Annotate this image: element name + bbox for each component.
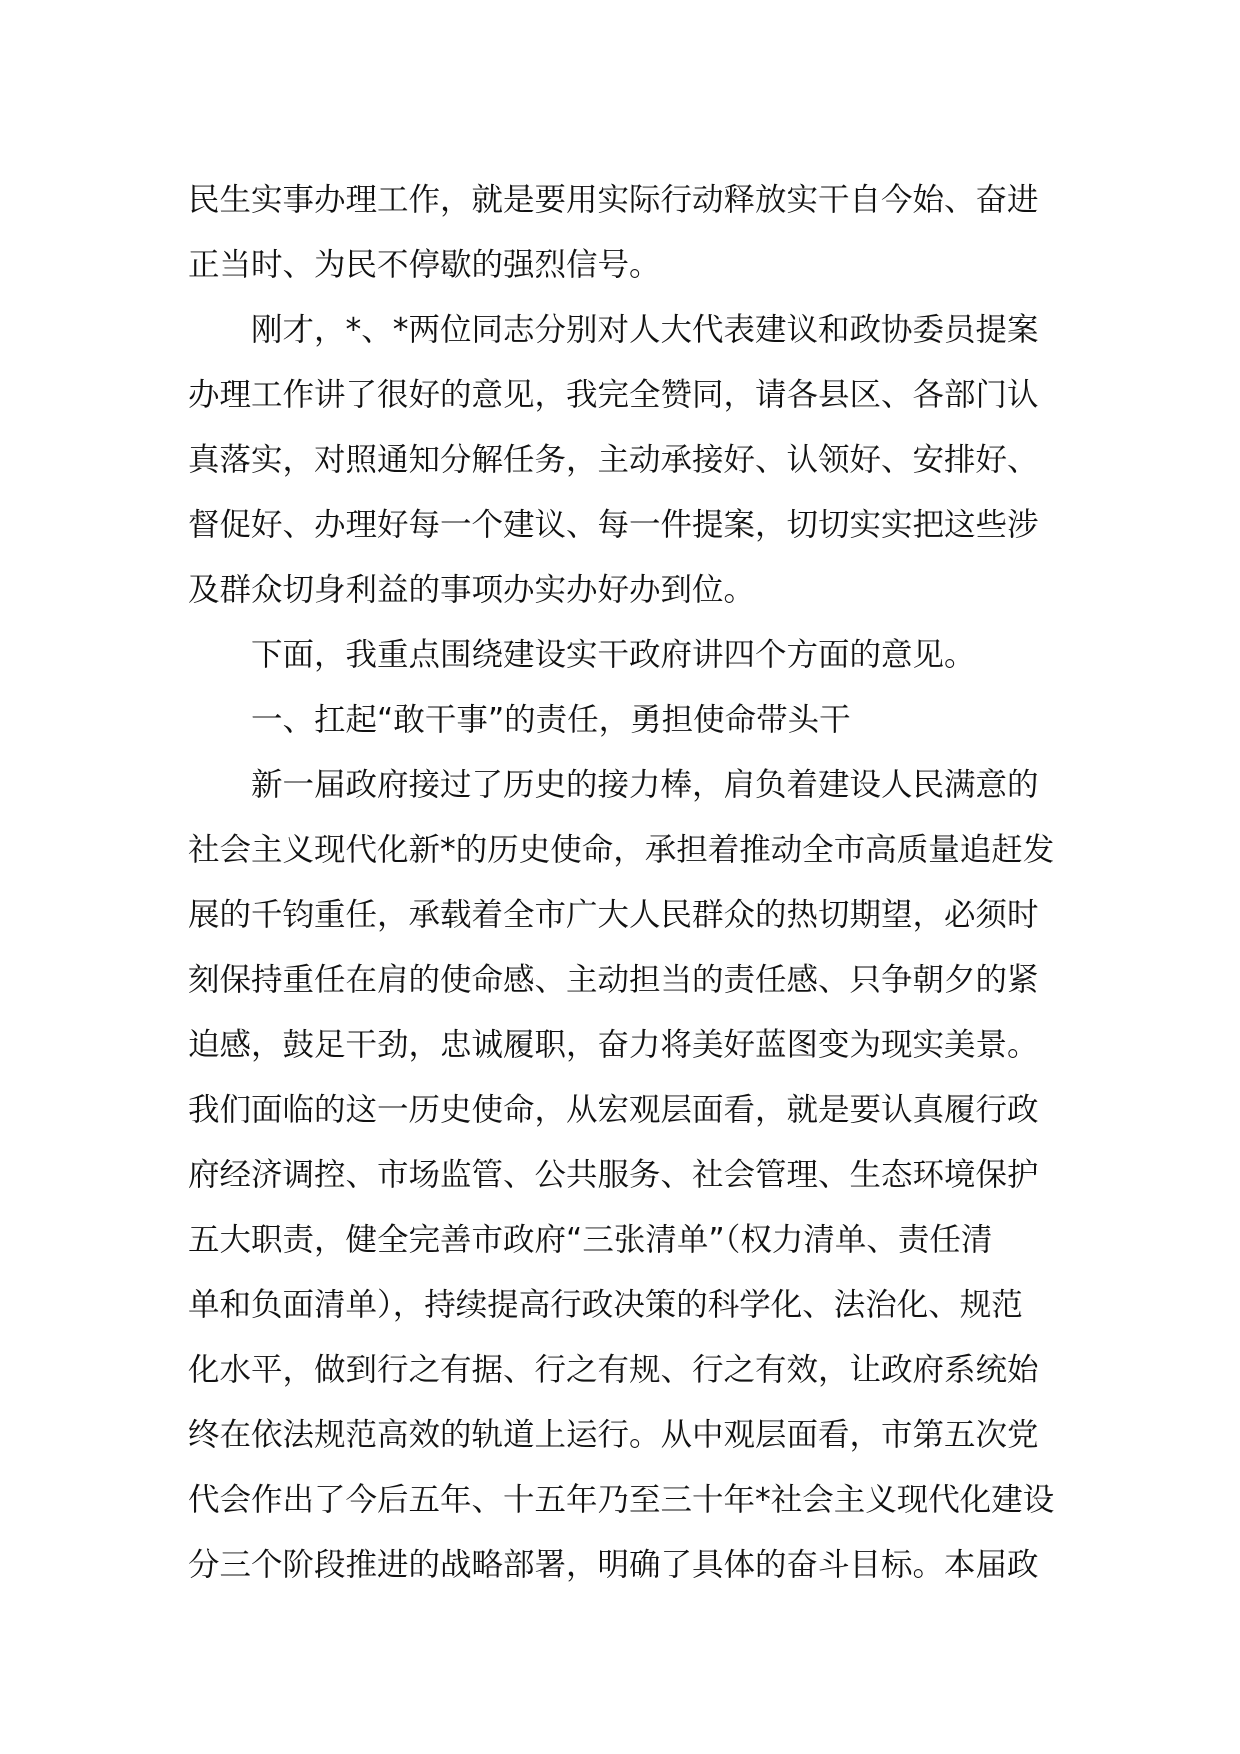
text-line: 办理工作讲了很好的意见，我完全赞同，请各县区、各部门认	[188, 377, 1039, 413]
text-line: 迫感，鼓足干劲，忠诚履职，奋力将美好蓝图变为现实美景。	[188, 1027, 1039, 1063]
text-line: 及群众切身利益的事项办实办好办到位。	[188, 572, 756, 608]
text-line: 化水平，做到行之有据、行之有规、行之有效，让政府系统始	[188, 1352, 1039, 1388]
text-line: 分三个阶段推进的战略部署，明确了具体的奋斗目标。本届政	[188, 1547, 1039, 1583]
section-heading: 一、扛起“敢干事”的责任，勇担使命带头干	[188, 702, 851, 738]
text-line: 真落实，对照通知分解任务，主动承接好、认领好、安排好、	[188, 442, 1039, 478]
text-line: 代会作出了今后五年、十五年乃至三十年*社会主义现代化建设	[188, 1482, 1055, 1518]
text-line: 正当时、为民不停歇的强烈信号。	[188, 247, 661, 283]
body-text	[188, 168, 1068, 1598]
text-line: 府经济调控、市场监管、公共服务、社会管理、生态环境保护	[188, 1157, 1039, 1193]
text-line: 新一届政府接过了历史的接力棒，肩负着建设人民满意的	[188, 767, 1039, 803]
text-line: 下面，我重点围绕建设实干政府讲四个方面的意见。	[188, 637, 976, 673]
text-line: 五大职责，健全完善市政府“三张清单”（权力清单、责任清	[188, 1222, 993, 1258]
text-line: 终在依法规范高效的轨道上运行。从中观层面看，市第五次党	[188, 1417, 1039, 1453]
text-line: 刚才，*、*两位同志分别对人大代表建议和政协委员提案	[188, 312, 1039, 348]
text-line: 刻保持重任在肩的使命感、主动担当的责任感、只争朝夕的紧	[188, 962, 1039, 998]
text-line: 督促好、办理好每一个建议、每一件提案，切切实实把这些涉	[188, 507, 1039, 543]
text-line: 我们面临的这一历史使命，从宏观层面看，就是要认真履行政	[188, 1092, 1039, 1128]
text-line: 社会主义现代化新*的历史使命，承担着推动全市高质量追赶发	[188, 832, 1055, 868]
text-line: 单和负面清单），持续提高行政决策的科学化、法治化、规范	[188, 1287, 1023, 1323]
text-line: 展的千钧重任，承载着全市广大人民群众的热切期望，必须时	[188, 897, 1039, 933]
text-line: 民生实事办理工作，就是要用实际行动释放实干自今始、奋进	[188, 182, 1039, 218]
